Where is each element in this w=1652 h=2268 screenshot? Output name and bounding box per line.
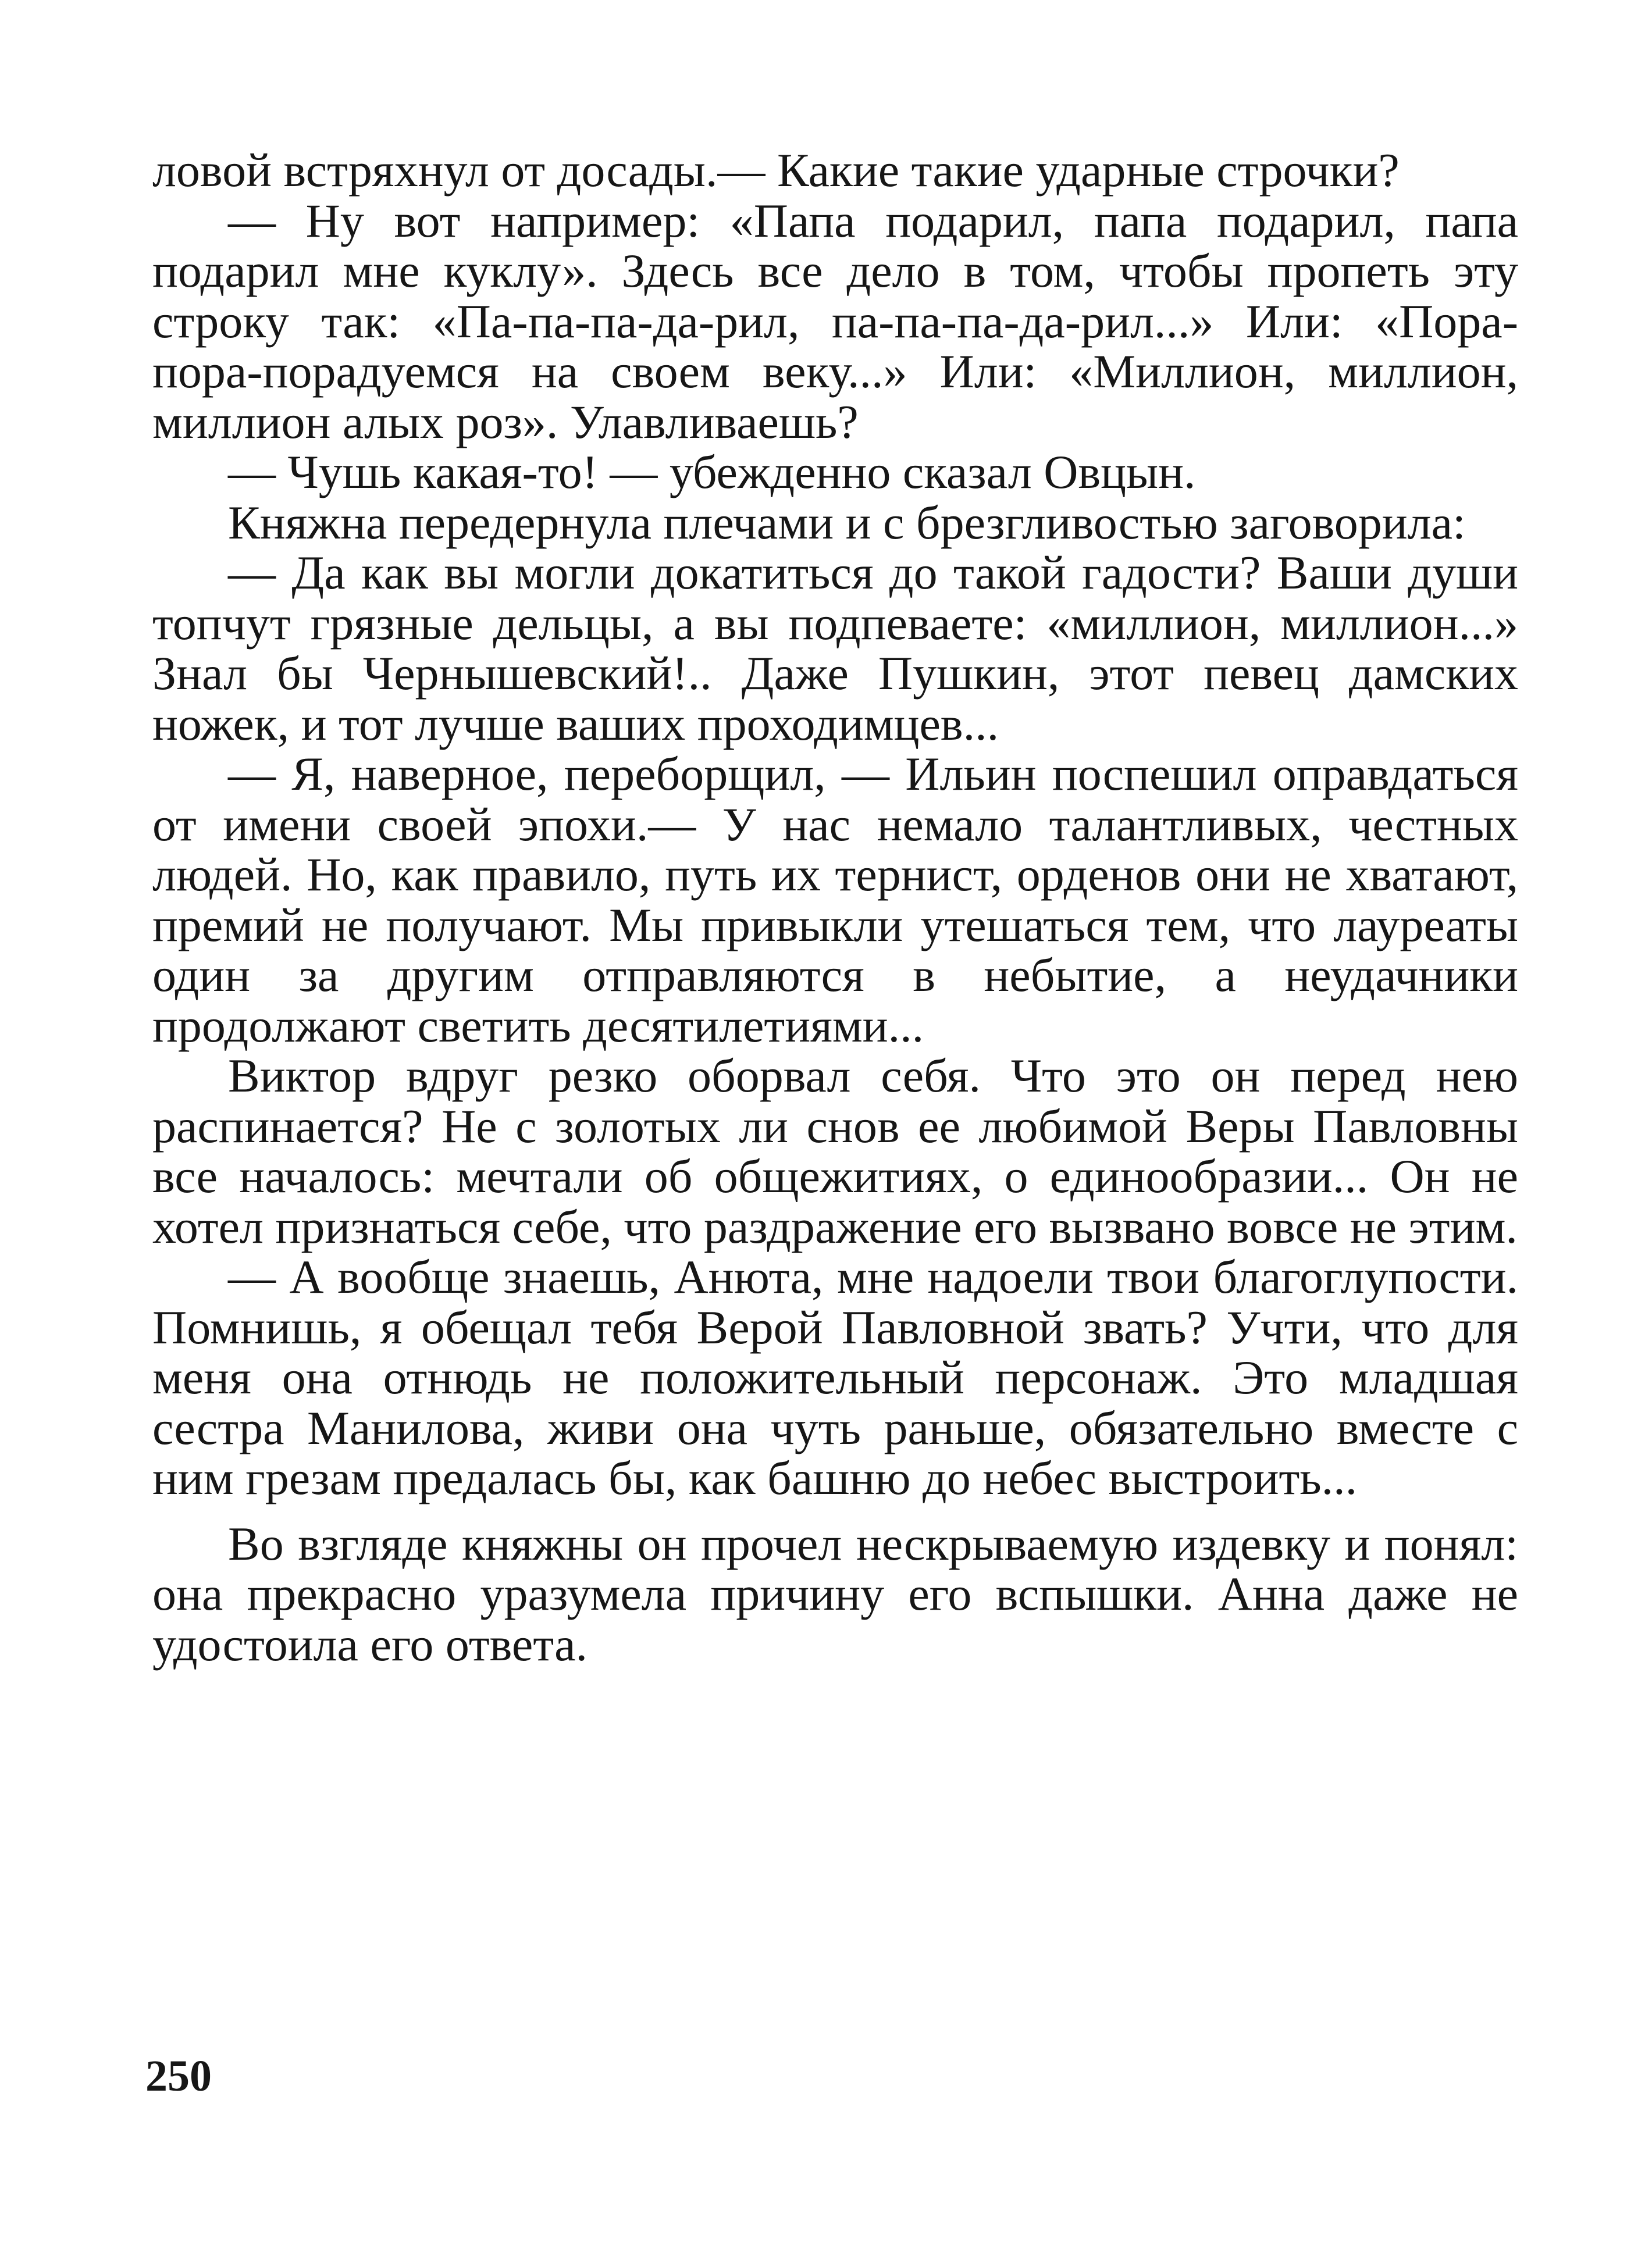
paragraph-9: Во взгляде княжны он прочел нескрываемую издевку и понял: она прекрасно уразумела причину его вспышки. Анна даже не удостоила его ответа. <box>152 1517 1518 1671</box>
paragraph-8: — А вообще знаешь, Анюта, мне надоели твои благоглупости. Помнишь, я обещал тебя Верой Павловной звать? Учти, что для меня она отнюдь не положительный персонаж. Это младшая сестра Манилова, живи она чуть раньше, обязательно вместе с ним грезам предалась бы, как башню до небес выстроить... <box>152 1250 1518 1504</box>
paragraph-3: — Чушь какая-то! — убежденно сказал Овцын. <box>228 445 1196 498</box>
paragraph-2: — Ну вот например: «Папа подарил, папа подарил, папа подарил мне куклу». Здесь все дело в том, чтобы пропеть эту строку так: «Па-па-па-да-рил, па-па-па-да-рил...» Или: «Пора-пора-порадуемся на своем веку...» Или: «Миллион, миллион, миллион алых роз». Улавливаешь? <box>152 194 1518 448</box>
paragraph-5: — Да как вы могли докатиться до такой гадости? Ваши души топчут грязные дельцы, а вы подпеваете: «миллион, миллион...» Знал бы Чернышевский!.. Даже Пушкин, этот певец дамских ножек, и тот лучше ваших проходимцев... <box>152 546 1518 750</box>
paragraph-1: ловой встряхнул от досады.— Какие такие ударные строчки? <box>152 144 1400 197</box>
page-number: 250 <box>145 2052 212 2101</box>
body-text <box>152 145 1518 1670</box>
paragraph-4: Княжна передернула плечами и с брезгливостью заговорила: <box>228 495 1466 549</box>
paragraph-7: Виктор вдруг резко оборвал себя. Что это он перед нею распинается? Не с золотых ли снов ее любимой Веры Павловны все началось: мечтали об общежитиях, о единообразии... Он не хотел признаться себе, что раздражение его вызвано вовсе не этим. <box>152 1049 1518 1253</box>
paragraph-6: — Я, наверное, переборщил, — Ильин поспешил оправдаться от имени своей эпохи.— У нас немало талантливых, честных людей. Но, как правило, путь их тернист, орденов они не хватают, премий не получают. Мы привыкли утешаться тем, что лауреаты один за другим отправляются в небытие, а неудачники продолжают светить десятилетиями... <box>152 747 1518 1052</box>
